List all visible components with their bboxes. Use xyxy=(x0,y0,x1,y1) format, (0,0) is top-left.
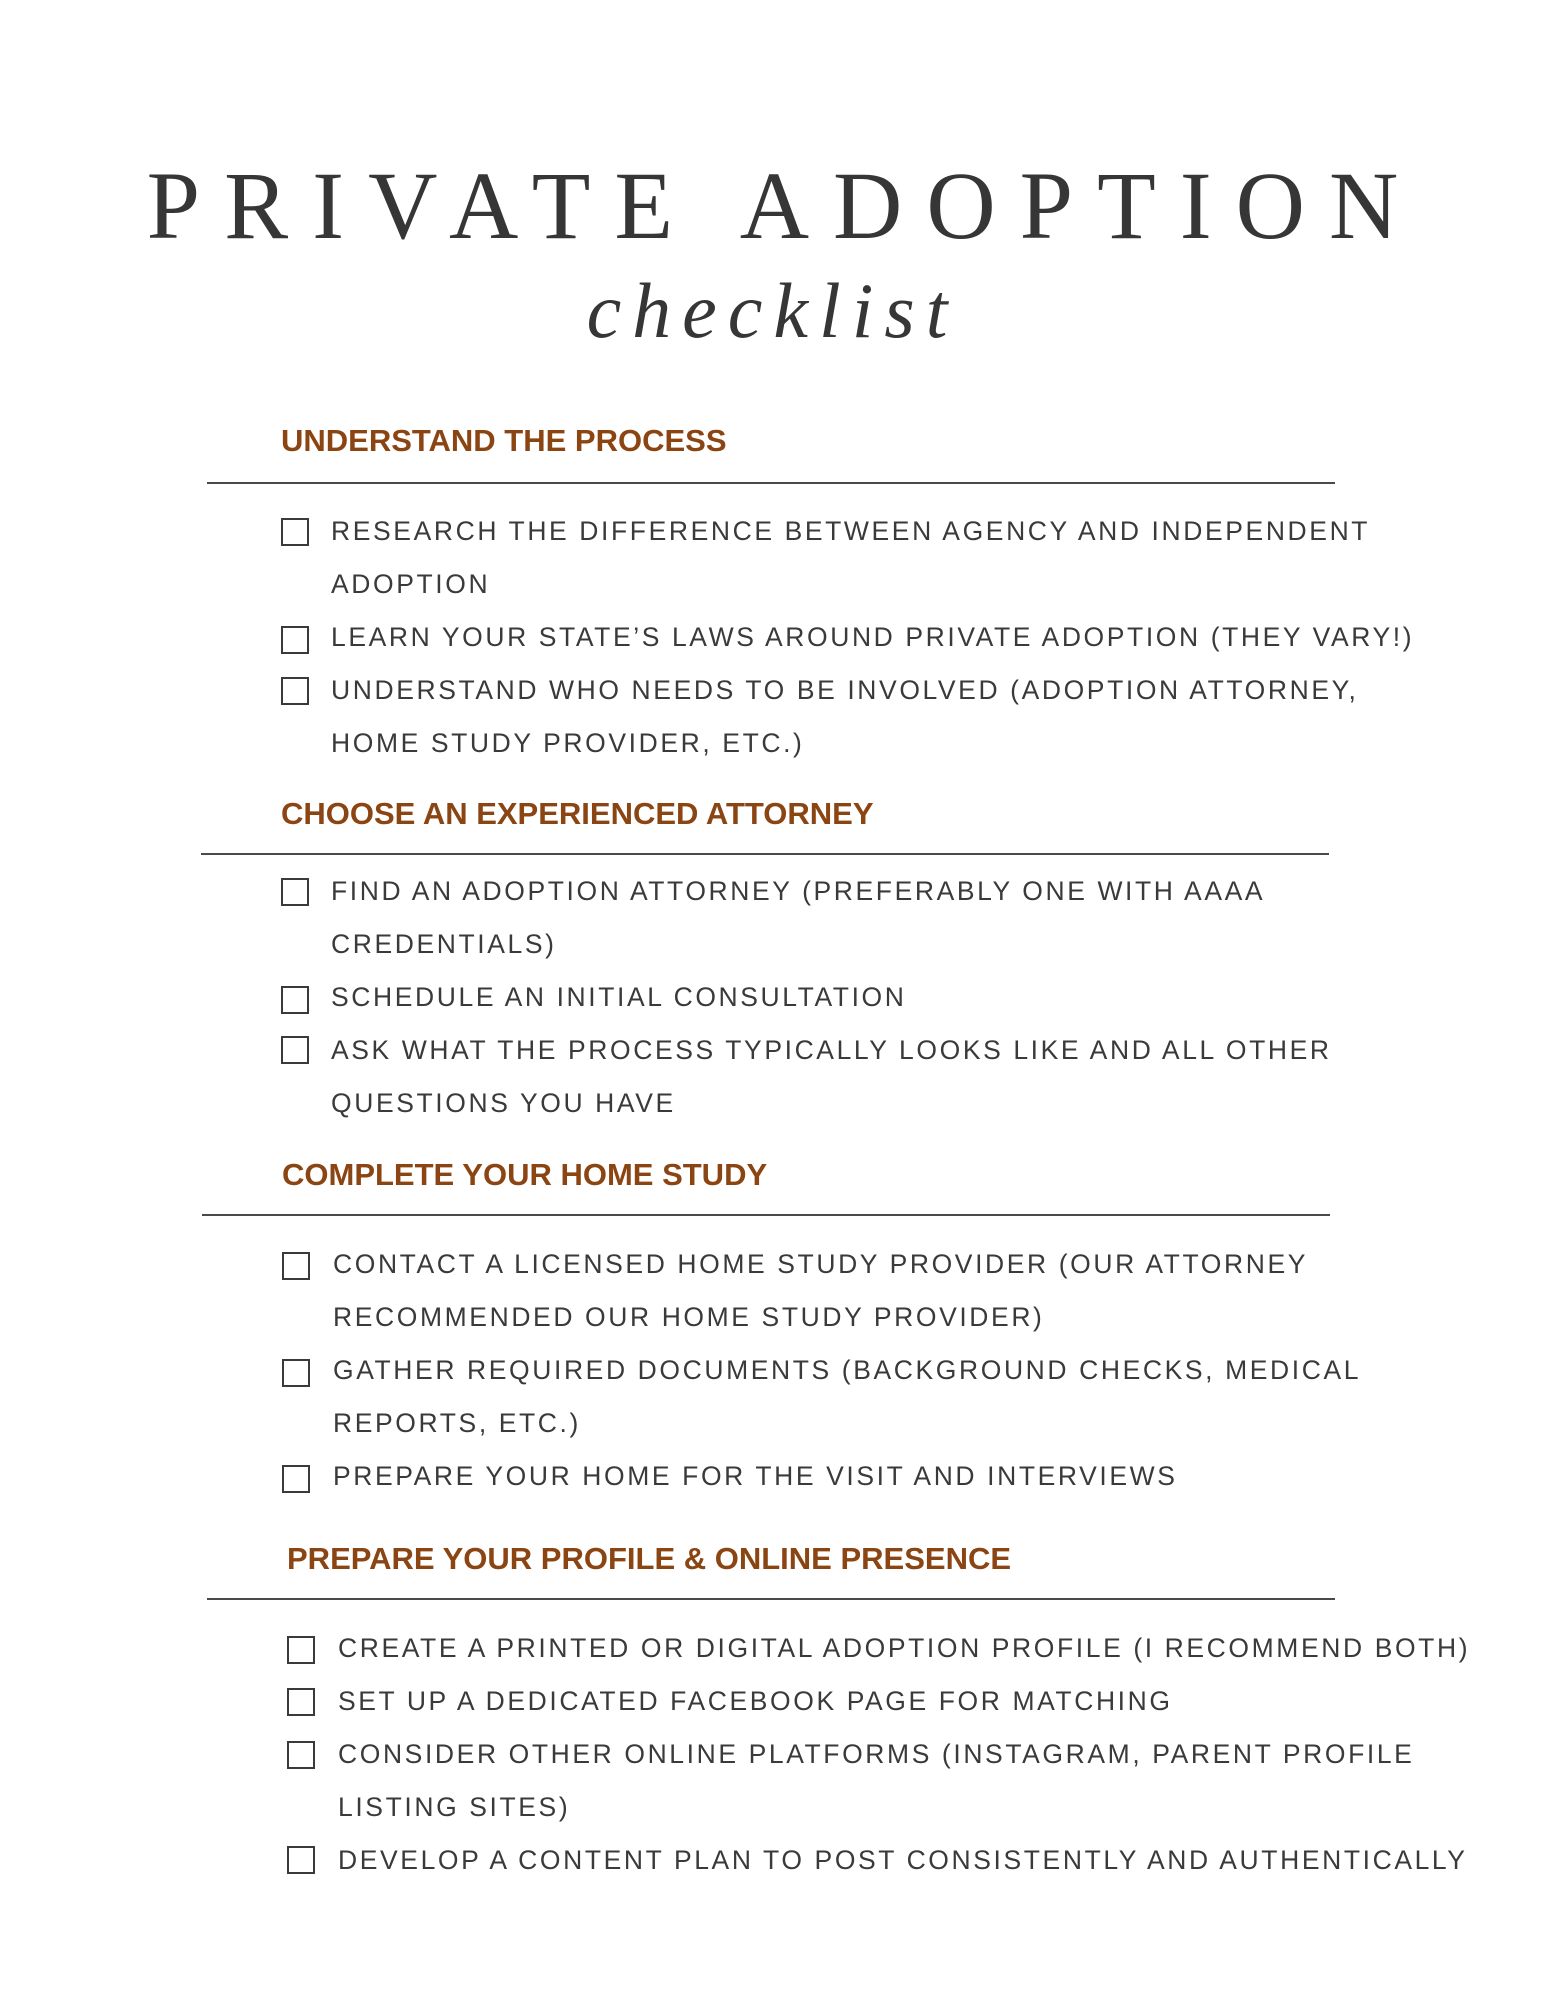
checkbox[interactable] xyxy=(281,677,309,705)
checkbox[interactable] xyxy=(281,626,309,654)
checklist-item-text-line: UNDERSTAND WHO NEEDS TO BE INVOLVED (ADOPTION ATTORNEY, xyxy=(331,675,1359,705)
checklist-item-text-line: LEARN YOUR STATE’S LAWS AROUND PRIVATE ADOPTION (THEY VARY!) xyxy=(331,622,1415,652)
checklist-item-text-line: ASK WHAT THE PROCESS TYPICALLY LOOKS LIKE AND ALL OTHER xyxy=(331,1035,1332,1065)
checklist-item-text-line: CONSIDER OTHER ONLINE PLATFORMS (INSTAGRAM, PARENT PROFILE xyxy=(338,1739,1415,1769)
section-divider xyxy=(201,853,1329,855)
page-title: PRIVATE ADOPTION xyxy=(146,152,1423,259)
checklist-item-text-line: DEVELOP A CONTENT PLAN TO POST CONSISTENTLY AND AUTHENTICALLY xyxy=(338,1845,1468,1875)
section-heading: CHOOSE AN EXPERIENCED ATTORNEY xyxy=(281,796,874,831)
checklist-item-text-line: HOME STUDY PROVIDER, ETC.) xyxy=(331,728,805,758)
section-divider xyxy=(202,1214,1330,1216)
checklist-item-text-line: CREATE A PRINTED OR DIGITAL ADOPTION PROFILE (I RECOMMEND BOTH) xyxy=(338,1633,1471,1663)
section-divider xyxy=(207,1598,1335,1600)
checkbox[interactable] xyxy=(287,1846,315,1874)
checkbox[interactable] xyxy=(282,1252,310,1280)
checklist-item-text-line: SET UP A DEDICATED FACEBOOK PAGE FOR MATCHING xyxy=(338,1686,1173,1716)
checkbox[interactable] xyxy=(287,1688,315,1716)
section-heading: UNDERSTAND THE PROCESS xyxy=(281,423,727,458)
checklist-item-text-line: RECOMMENDED OUR HOME STUDY PROVIDER) xyxy=(333,1302,1045,1332)
checkbox[interactable] xyxy=(281,878,309,906)
checklist-item-text-line: FIND AN ADOPTION ATTORNEY (PREFERABLY ONE WITH AAAA xyxy=(331,876,1266,906)
checklist-item-text-line: LISTING SITES) xyxy=(338,1792,571,1822)
checklist-item-text-line: SCHEDULE AN INITIAL CONSULTATION xyxy=(331,982,907,1012)
checklist-item-text-line: CREDENTIALS) xyxy=(331,929,557,959)
section-divider xyxy=(207,482,1335,484)
section-heading: COMPLETE YOUR HOME STUDY xyxy=(282,1157,768,1192)
checkbox[interactable] xyxy=(282,1359,310,1387)
checklist-item-text-line: PREPARE YOUR HOME FOR THE VISIT AND INTERVIEWS xyxy=(333,1461,1178,1491)
checklist-item-text-line: ADOPTION xyxy=(331,569,491,599)
checkbox[interactable] xyxy=(281,986,309,1014)
checkbox[interactable] xyxy=(287,1636,315,1664)
checklist-item-text-line: REPORTS, ETC.) xyxy=(333,1408,581,1438)
checkbox[interactable] xyxy=(281,518,309,546)
page-subtitle: checklist xyxy=(586,267,959,354)
checkbox[interactable] xyxy=(287,1741,315,1769)
checklist-item-text-line: RESEARCH THE DIFFERENCE BETWEEN AGENCY AND INDEPENDENT xyxy=(331,516,1371,546)
checklist-item-text-line: GATHER REQUIRED DOCUMENTS (BACKGROUND CHECKS, MEDICAL xyxy=(333,1355,1362,1385)
section-heading: PREPARE YOUR PROFILE & ONLINE PRESENCE xyxy=(287,1541,1012,1576)
checklist-item-text-line: CONTACT A LICENSED HOME STUDY PROVIDER (OUR ATTORNEY xyxy=(333,1249,1308,1279)
checklist-item-text-line: QUESTIONS YOU HAVE xyxy=(331,1088,676,1118)
checkbox[interactable] xyxy=(281,1036,309,1064)
checkbox[interactable] xyxy=(282,1465,310,1493)
